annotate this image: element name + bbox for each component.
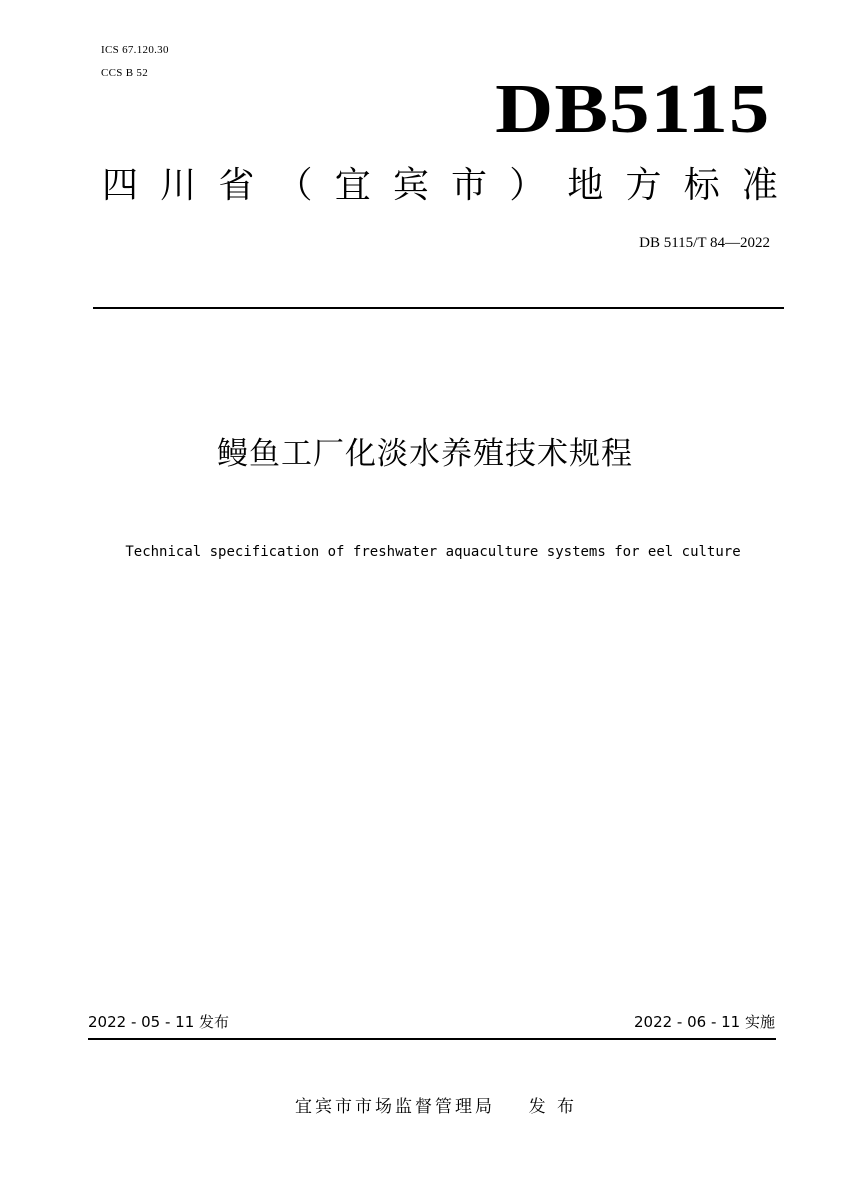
standard-type-char: 宜 — [334, 165, 371, 206]
standard-type-char: 四 — [102, 165, 139, 206]
standard-number: DB 5115/T 84—2022 — [639, 235, 770, 251]
standard-type-char: 川 — [160, 165, 197, 206]
top-divider — [93, 307, 784, 309]
standard-code-logo: DB5115 — [494, 71, 770, 148]
standard-type-char: 省 — [218, 165, 255, 206]
issue-date: 2022 - 05 - 11 发布 — [88, 1013, 230, 1031]
ics-code: ICS 67.120.30 — [101, 44, 169, 56]
standard-type-char: （ — [276, 165, 313, 206]
standard-type-char: ） — [509, 165, 546, 206]
effective-date: 2022 - 06 - 11 实施 — [633, 1013, 775, 1031]
standard-type-char: 地 — [567, 165, 604, 206]
standard-type-char: 市 — [451, 165, 488, 206]
bottom-divider — [88, 1038, 776, 1040]
document-title-english: Technical specification of freshwater aquaculture systems for eel culture — [125, 544, 741, 560]
standard-type-heading — [102, 163, 778, 209]
standard-type-char: 方 — [625, 165, 662, 206]
standard-type-char: 宾 — [392, 165, 429, 206]
issuing-authority: 宜宾市市场监督管理局 发 布 — [294, 1097, 578, 1117]
ccs-code: CCS B 52 — [101, 67, 149, 79]
standard-type-char: 标 — [683, 165, 720, 206]
document-title-chinese: 鳗鱼工厂化淡水养殖技术规程 — [217, 436, 633, 472]
standard-type-char: 准 — [741, 165, 778, 206]
